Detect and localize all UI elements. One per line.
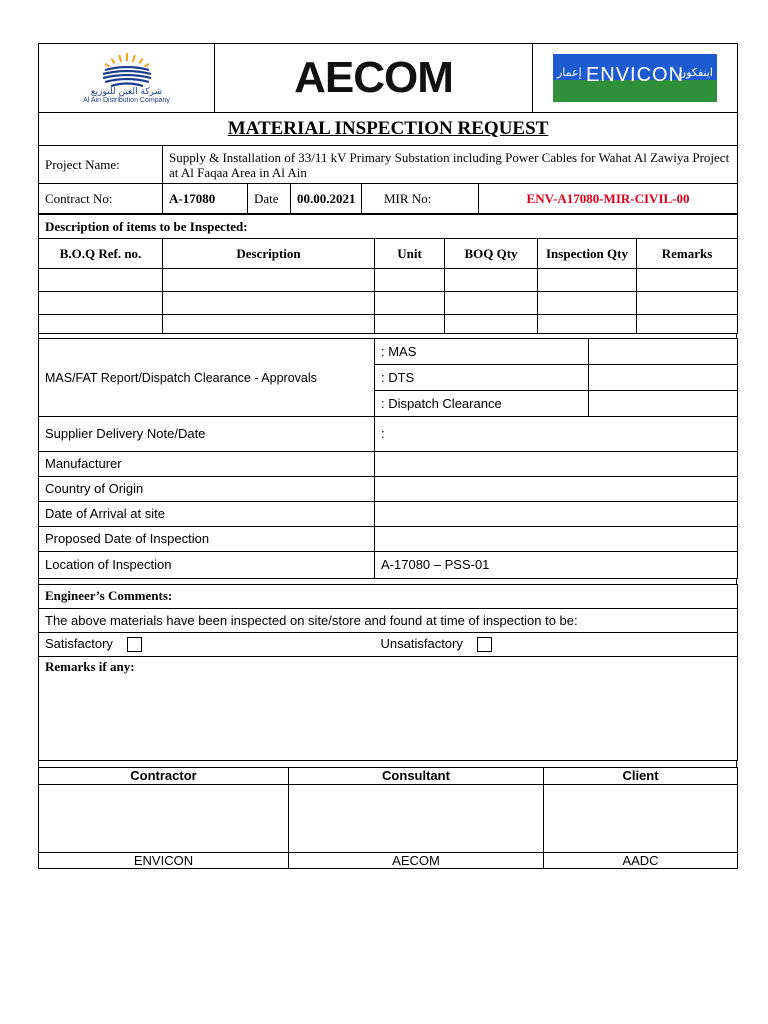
- date-label: Date: [248, 184, 291, 214]
- inspection-statement: The above materials have been inspected on site/store and found at time of inspection to be:: [39, 608, 738, 632]
- table-row: [39, 315, 738, 334]
- envicon-wordmark: ENVICON: [585, 64, 685, 86]
- contractor-signature-box[interactable]: [39, 784, 289, 852]
- proposed-inspection-date-label: Proposed Date of Inspection: [39, 526, 375, 551]
- details-table: [38, 417, 738, 579]
- consultant-name: AECOM: [289, 852, 544, 868]
- table-cell[interactable]: [637, 292, 738, 315]
- aadc-logo: [39, 44, 215, 113]
- mas-label: : MAS: [375, 339, 589, 365]
- header-logos: [38, 43, 738, 113]
- table-cell[interactable]: [163, 269, 375, 292]
- satisfactory-label: Satisfactory: [45, 635, 113, 651]
- dispatch-clearance-value[interactable]: [589, 391, 738, 417]
- mir-no-value[interactable]: ENV-A17080-MIR-CIVIL-00: [479, 184, 738, 214]
- items-section-label: Description of items to be Inspected:: [39, 215, 738, 239]
- contract-no-label: Contract No:: [39, 184, 163, 214]
- manufacturer-label: Manufacturer: [39, 451, 375, 476]
- contractor-name: ENVICON: [39, 852, 289, 868]
- proposed-inspection-date-value[interactable]: [375, 526, 738, 551]
- satisfactory-checkbox[interactable]: [127, 637, 142, 652]
- table-row: [39, 292, 738, 315]
- client-header: Client: [544, 767, 738, 784]
- remarks-label: Remarks if any:: [45, 658, 135, 674]
- envicon-arabic-right: اينفكون: [678, 66, 713, 79]
- table-cell[interactable]: [637, 269, 738, 292]
- table-cell[interactable]: [637, 315, 738, 334]
- envicon-arabic-left: إعمار: [557, 66, 582, 79]
- envicon-logo: [533, 44, 738, 113]
- col-header-unit: Unit: [375, 239, 445, 269]
- table-cell[interactable]: [445, 269, 538, 292]
- unsatisfactory-checkbox[interactable]: [477, 637, 492, 652]
- manufacturer-value[interactable]: [375, 451, 738, 476]
- mas-value[interactable]: [589, 339, 738, 365]
- aadc-english-name: Al Ain Distribution Company: [83, 96, 170, 104]
- unsatisfactory-label: Unsatisfactory: [380, 635, 463, 651]
- table-cell[interactable]: [39, 269, 163, 292]
- project-name-label: Project Name:: [39, 146, 163, 184]
- table-cell[interactable]: [163, 315, 375, 334]
- aecom-logo: [215, 44, 533, 113]
- aadc-arabic-name: شركة العين للتوزيع: [90, 86, 163, 97]
- client-name: AADC: [544, 852, 738, 868]
- date-of-arrival-label: Date of Arrival at site: [39, 501, 375, 526]
- table-cell[interactable]: [163, 292, 375, 315]
- col-header-description: Description: [163, 239, 375, 269]
- location-of-inspection-value[interactable]: A-17080 – PSS-01: [375, 551, 738, 578]
- unsatisfactory-option: [375, 632, 738, 656]
- country-of-origin-label: Country of Origin: [39, 476, 375, 501]
- contractor-header: Contractor: [39, 767, 289, 784]
- project-name-value[interactable]: Supply & Installation of 33/11 kV Primary Substation including Power Cables for Wahat Al Zawiya Project at Al Faqaa Area in Al Ain: [163, 146, 738, 184]
- location-of-inspection-label: Location of Inspection: [39, 551, 375, 578]
- page-title: MATERIAL INSPECTION REQUEST: [39, 113, 738, 146]
- contract-no-value[interactable]: A-17080: [163, 184, 248, 214]
- table-cell[interactable]: [39, 292, 163, 315]
- remarks-area[interactable]: [39, 656, 738, 760]
- items-table: [38, 214, 738, 334]
- table-cell[interactable]: [538, 269, 637, 292]
- signatures-table: [38, 767, 738, 869]
- approvals-table: [38, 338, 738, 417]
- supplier-delivery-value[interactable]: :: [375, 417, 738, 451]
- table-cell[interactable]: [39, 315, 163, 334]
- dts-label: : DTS: [375, 365, 589, 391]
- inspection-form: [38, 43, 737, 869]
- col-header-inspection-qty: Inspection Qty: [538, 239, 637, 269]
- consultant-signature-box[interactable]: [289, 784, 544, 852]
- aecom-wordmark: AECOM: [294, 53, 453, 102]
- dispatch-clearance-label: : Dispatch Clearance: [375, 391, 589, 417]
- table-row: [39, 269, 738, 292]
- approvals-label: MAS/FAT Report/Dispatch Clearance - Approvals: [39, 339, 375, 417]
- table-cell[interactable]: [538, 315, 637, 334]
- client-signature-box[interactable]: [544, 784, 738, 852]
- date-value[interactable]: 00.00.2021: [291, 184, 362, 214]
- supplier-delivery-label: Supplier Delivery Note/Date: [39, 417, 375, 451]
- table-cell[interactable]: [445, 292, 538, 315]
- date-of-arrival-value[interactable]: [375, 501, 738, 526]
- form-header: [38, 113, 738, 214]
- comments-table: [38, 584, 738, 761]
- col-header-boq-ref: B.O.Q Ref. no.: [39, 239, 163, 269]
- engineers-comments-label: Engineer’s Comments:: [39, 584, 738, 608]
- table-cell[interactable]: [445, 315, 538, 334]
- table-cell[interactable]: [375, 292, 445, 315]
- table-cell[interactable]: [375, 315, 445, 334]
- mir-no-label: MIR No:: [362, 184, 479, 214]
- col-header-remarks: Remarks: [637, 239, 738, 269]
- satisfactory-option: [39, 632, 375, 656]
- table-cell[interactable]: [538, 292, 637, 315]
- consultant-header: Consultant: [289, 767, 544, 784]
- col-header-boq-qty: BOQ Qty: [445, 239, 538, 269]
- sun-waves-icon: [97, 53, 157, 87]
- dts-value[interactable]: [589, 365, 738, 391]
- country-of-origin-value[interactable]: [375, 476, 738, 501]
- table-cell[interactable]: [375, 269, 445, 292]
